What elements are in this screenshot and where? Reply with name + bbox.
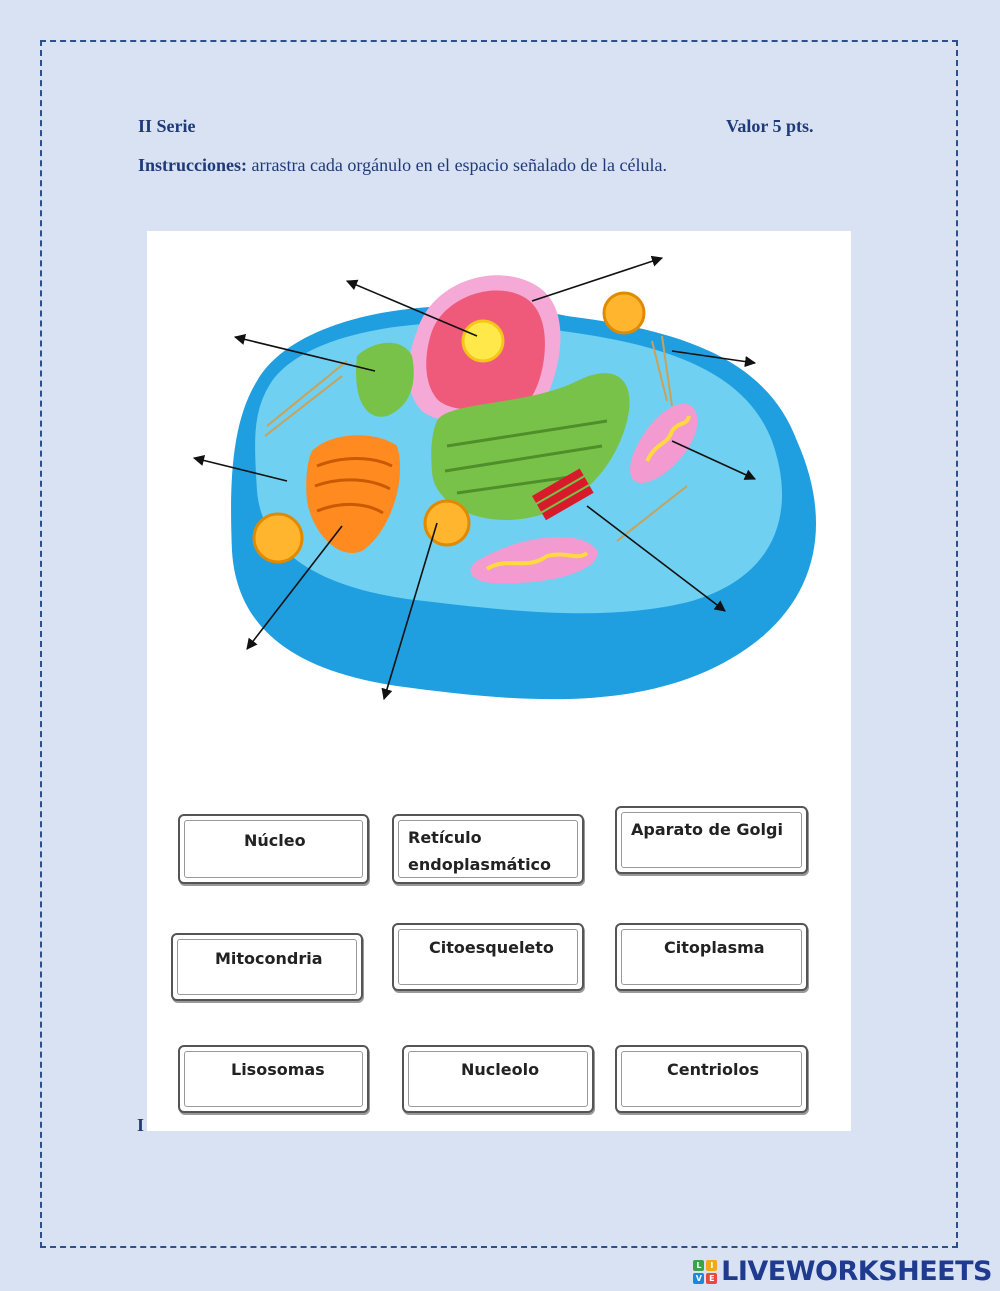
label-reticulo-line1: Retículo <box>408 828 482 847</box>
liveworksheets-brand[interactable] <box>693 1256 992 1287</box>
brand-name: LIVEWORKSHEETS <box>721 1256 992 1287</box>
label-nucleo-text: Núcleo <box>244 831 306 850</box>
label-golgi-text: Aparato de Golgi <box>631 820 783 839</box>
label-golgi[interactable] <box>615 806 808 874</box>
label-nucleolo-text: Nucleolo <box>461 1060 540 1079</box>
worksheet-panel <box>147 231 851 1131</box>
label-citoplasma-text: Citoplasma <box>664 938 765 957</box>
instructions <box>138 155 667 176</box>
label-nucleo[interactable] <box>178 814 369 884</box>
label-lisosomas-text: Lisosomas <box>231 1060 325 1079</box>
nucleolus <box>463 321 503 361</box>
label-reticulo-line2: endoplasmático <box>408 855 552 874</box>
instructions-text: arrastra cada orgánulo en el espacio señalado de la célula. <box>247 155 667 175</box>
label-centriolos[interactable] <box>615 1045 808 1113</box>
points-value: Valor 5 pts. <box>726 116 814 136</box>
label-nucleolo[interactable] <box>402 1045 594 1113</box>
instructions-label: Instrucciones: <box>138 155 247 175</box>
serie-heading: II Serie <box>138 116 196 136</box>
label-citoesqueleto-text: Citoesqueleto <box>429 938 554 957</box>
label-centriolos-text: Centriolos <box>667 1060 759 1079</box>
animal-cell-diagram <box>147 231 851 791</box>
liveworksheets-logo-icon: L I V E <box>693 1260 717 1284</box>
lysosome-left <box>254 514 302 562</box>
label-citoplasma[interactable] <box>615 923 808 991</box>
label-mitocondria[interactable] <box>171 933 363 1001</box>
lysosome-top <box>604 293 644 333</box>
label-reticulo[interactable] <box>392 814 584 884</box>
label-citoesqueleto[interactable] <box>392 923 584 991</box>
arrow-2 <box>532 258 662 301</box>
label-mitocondria-text: Mitocondria <box>215 949 323 968</box>
label-lisosomas[interactable] <box>178 1045 369 1113</box>
stray-letter: I <box>137 1115 145 1135</box>
